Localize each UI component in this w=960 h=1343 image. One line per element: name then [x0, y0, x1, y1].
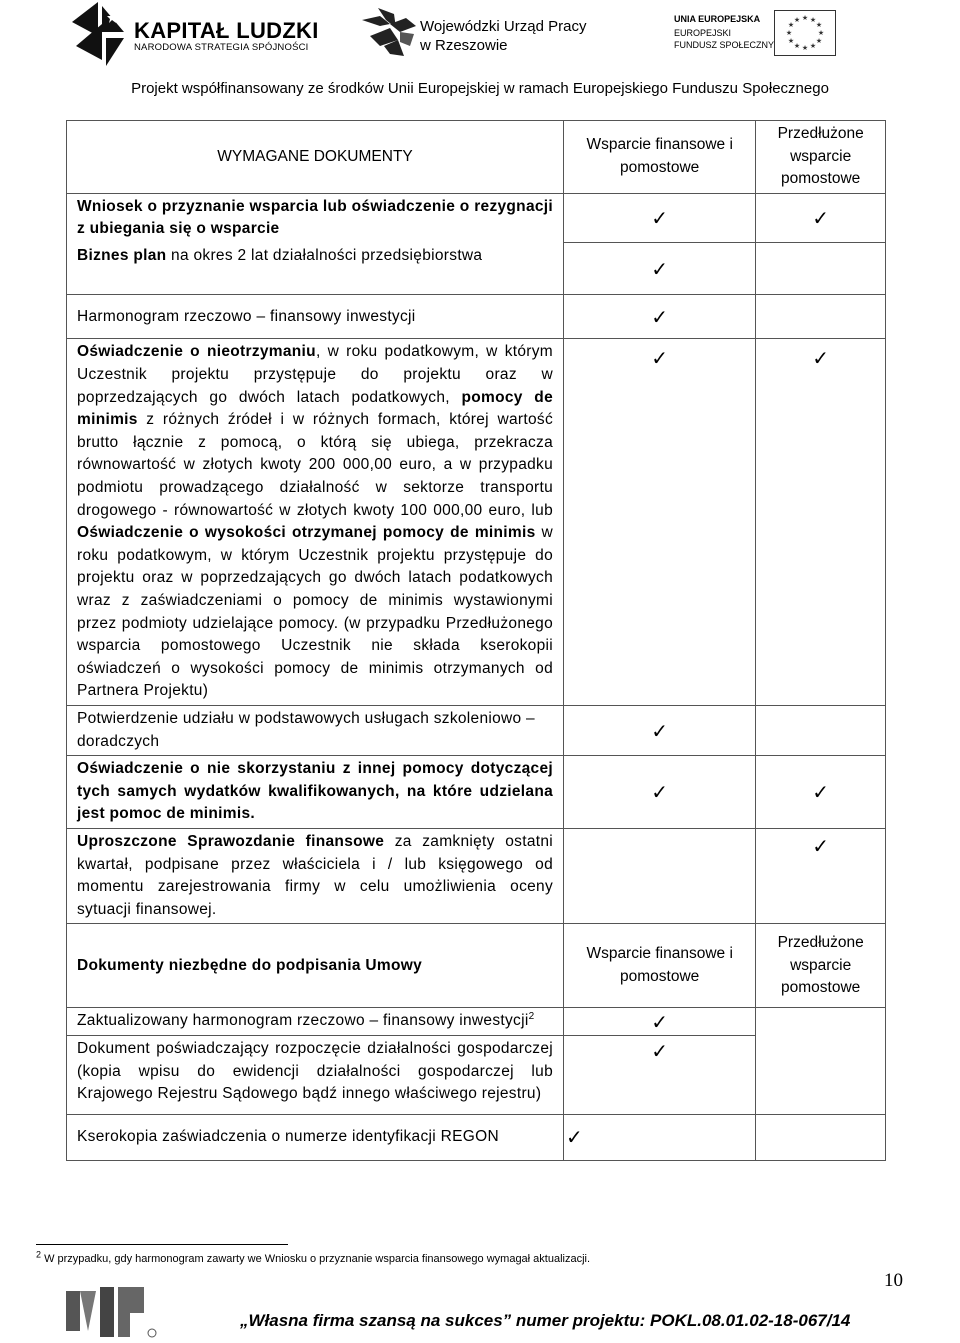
col-financial-header: Wsparcie finansowe i pomostowe: [564, 121, 756, 194]
check-icon: ✓: [564, 1035, 756, 1114]
eu-label-1: UNIA EUROPEJSKA: [674, 14, 761, 24]
table-row: [67, 295, 886, 339]
kapital-ludzki-title: KAPITAŁ LUDZKI: [134, 18, 319, 43]
footnote-ref: 2: [528, 1011, 535, 1023]
doc-updated-schedule: [67, 1008, 564, 1036]
page-number: 10: [884, 1270, 903, 1291]
empty-cell: [756, 705, 886, 755]
svg-text:★: ★: [785, 29, 793, 37]
table-header-row: [67, 121, 886, 194]
doc-de-minimis-statement: [67, 339, 564, 706]
svg-text:★: ★: [801, 14, 809, 22]
doc-updated-schedule-text: Zaktualizowany harmonogram rzeczowo – finansowy inwestycji: [77, 1012, 529, 1030]
table-row: [67, 1035, 886, 1114]
eu-label-2: EUROPEJSKI: [674, 28, 732, 38]
check-icon: ✓: [756, 193, 886, 243]
doc-de-minimis-text-1: , w roku podatkowym, w którym Uczestnik projektu przystępuje do projektu oraz w poprzedzających go dwóch latach podatkowych,: [77, 343, 554, 406]
doc-no-other-aid-text: Oświadczenie o nie skorzystaniu z innej pomocy dotyczącej tych samych wydatków kwalifikowanych, na które udzielana jest pomoc de minimis.: [77, 760, 554, 823]
svg-text:★: ★: [817, 29, 825, 37]
kapital-ludzki-logo: [72, 2, 319, 68]
empty-cell: [564, 828, 756, 923]
footnote-text: W przypadku, gdy harmonogram zawarty we Wniosku o przyznanie wsparcia finansowego wymagał aktualizacji.: [41, 1253, 591, 1265]
doc-regon: Kserokopia zaświadczenia o numerze identyfikacji REGON: [67, 1114, 564, 1160]
check-icon: ✓: [564, 243, 756, 295]
doc-de-minimis-bold-2: pomocy de minimis: [77, 388, 553, 429]
check-icon: ✓: [564, 295, 756, 339]
footnote-number: 2: [36, 1249, 42, 1260]
doc-business-plan-text: na okres 2 lat działalności przedsiębiorstwa: [166, 246, 483, 264]
empty-cell: [756, 1035, 886, 1114]
empty-cell: [756, 1114, 886, 1160]
check-icon: ✓: [564, 1114, 756, 1160]
wup-name-line1: Wojewódzki Urząd Pracy: [420, 18, 587, 35]
col-extended-header: Przedłużone wsparcie pomostowe: [756, 121, 886, 194]
eu-label-3: FUNDUSZ SPOŁECZNY: [674, 40, 775, 50]
table-row: [67, 705, 886, 755]
doc-business-start-text: Dokument poświadczający rozpoczęcie działalności gospodarczej (kopia wpisu do ewidencji działalności gospodarczej lub Krajowego Rejestru Sądowego bądź innego właściwego rejestru): [77, 1039, 554, 1103]
check-icon: ✓: [756, 756, 886, 829]
kapital-ludzki-emblem-icon: [72, 2, 124, 66]
table-row: [67, 828, 886, 923]
check-icon: ✓: [564, 193, 756, 243]
doc-business-plan: [67, 243, 564, 295]
doc-de-minimis-text-3: w roku podatkowym, w którym Uczestnik projektu przystępuje do projektu oraz w poprzedzających go dwóch latach podatkowych wraz z zaświadczeniami o pomocy de minimis wystawionymi przez podmioty udzielające pomocy. (w przypadku Przedłużonego wsparcia pomostowego Uczestnik nie składa kserokopii oświadczeń o wysokości pomocy de minimis otrzymanych od Partnera Projektu): [77, 524, 554, 700]
svg-text:★: ★: [815, 37, 823, 45]
svg-text:★: ★: [809, 16, 817, 24]
col-extended-header-2: Przedłużone wsparcie pomostowe: [756, 924, 886, 1008]
empty-cell: [756, 243, 886, 295]
required-documents-header: WYMAGANE DOKUMENTY: [67, 121, 564, 194]
project-logo-icon: [62, 1283, 172, 1341]
check-icon: ✓: [564, 339, 756, 706]
doc-application-text: Wniosek o przyznanie wsparcia lub oświadczenie o rezygnacji z ubiegania się o wsparcie: [77, 197, 554, 238]
footnote-separator: [36, 1244, 288, 1245]
project-slogan: „Własna firma szansą na sukces” numer projektu: POKL.08.01.02-18-067/14: [240, 1311, 851, 1330]
cofinancing-statement: Projekt współfinansowany ze środków Unii Europejskiej w ramach Europejskiego Funduszu Społecznego: [131, 80, 829, 97]
svg-text:★: ★: [787, 21, 795, 29]
table-row: [67, 1008, 886, 1036]
doc-business-start: [67, 1035, 564, 1114]
table-subheader-row: [67, 924, 886, 1008]
check-icon: ✓: [564, 705, 756, 755]
doc-de-minimis-bold-1: Oświadczenie o nieotrzymaniu: [77, 343, 316, 361]
svg-text:★: ★: [787, 37, 795, 45]
check-icon: ✓: [564, 756, 756, 829]
doc-financial-report: [67, 828, 564, 923]
doc-de-minimis-bold-3: Oświadczenie o wysokości otrzymanej pomocy de minimis: [77, 524, 536, 542]
wup-eagle-icon: [360, 6, 418, 58]
doc-financial-report-text: za zamknięty ostatni kwartał, podpisane przez właściciela i / lub księgowego od momentu zarejestrowania firmy w celu umożliwienia oceny sytuacji finansowej.: [77, 832, 554, 918]
svg-text:★: ★: [793, 42, 801, 50]
empty-cell: [756, 1008, 886, 1036]
svg-text:★: ★: [809, 42, 817, 50]
empty-cell: [756, 295, 886, 339]
doc-training-confirmation: Potwierdzenie udziału w podstawowych usługach szkoleniowo – doradczych: [67, 705, 564, 755]
required-documents-table: [66, 120, 886, 1161]
svg-text:★: ★: [815, 21, 823, 29]
doc-schedule: Harmonogram rzeczowo – finansowy inwestycji: [67, 295, 564, 339]
svg-text:★: ★: [801, 44, 809, 52]
check-icon: ✓: [756, 339, 886, 706]
sign-documents-header-text: Dokumenty niezbędne do podpisania Umowy: [77, 956, 422, 974]
wup-name-line2: w Rzeszowie: [420, 37, 508, 54]
col-financial-header-2: Wsparcie finansowe i pomostowe: [564, 924, 756, 1008]
table-row: [67, 339, 886, 706]
kapital-ludzki-subtitle: NARODOWA STRATEGIA SPÓJNOŚCI: [134, 42, 309, 53]
table-row: [67, 1114, 886, 1160]
table-row: [67, 756, 886, 829]
check-icon: ✓: [564, 1008, 756, 1036]
eu-logo: [674, 10, 844, 60]
table-row: [67, 193, 886, 243]
eu-flag-icon: [774, 10, 836, 56]
doc-financial-report-bold: Uproszczone Sprawozdanie finansowe: [77, 832, 385, 850]
footnote: [36, 1249, 591, 1265]
sign-documents-header: [67, 924, 564, 1008]
doc-application: [67, 193, 564, 243]
doc-no-other-aid: [67, 756, 564, 829]
table-row: [67, 243, 886, 295]
wup-logo: [360, 6, 610, 64]
doc-business-plan-bold: Biznes plan: [77, 246, 167, 264]
svg-text:★: ★: [793, 16, 801, 24]
doc-de-minimis-text-2: z różnych źródeł i w różnych formach, której wartość brutto łącznie z pomocą, o którą się ubiega, przekracza równowartość w złotych kwoty 200 000,00 euro, a w przypadku podmiotu prowadzącego działalność w sektorze transportu drogowego - równowartość w złotych kwoty 100 000,00 euro, lub: [77, 411, 554, 519]
check-icon: ✓: [756, 828, 886, 923]
